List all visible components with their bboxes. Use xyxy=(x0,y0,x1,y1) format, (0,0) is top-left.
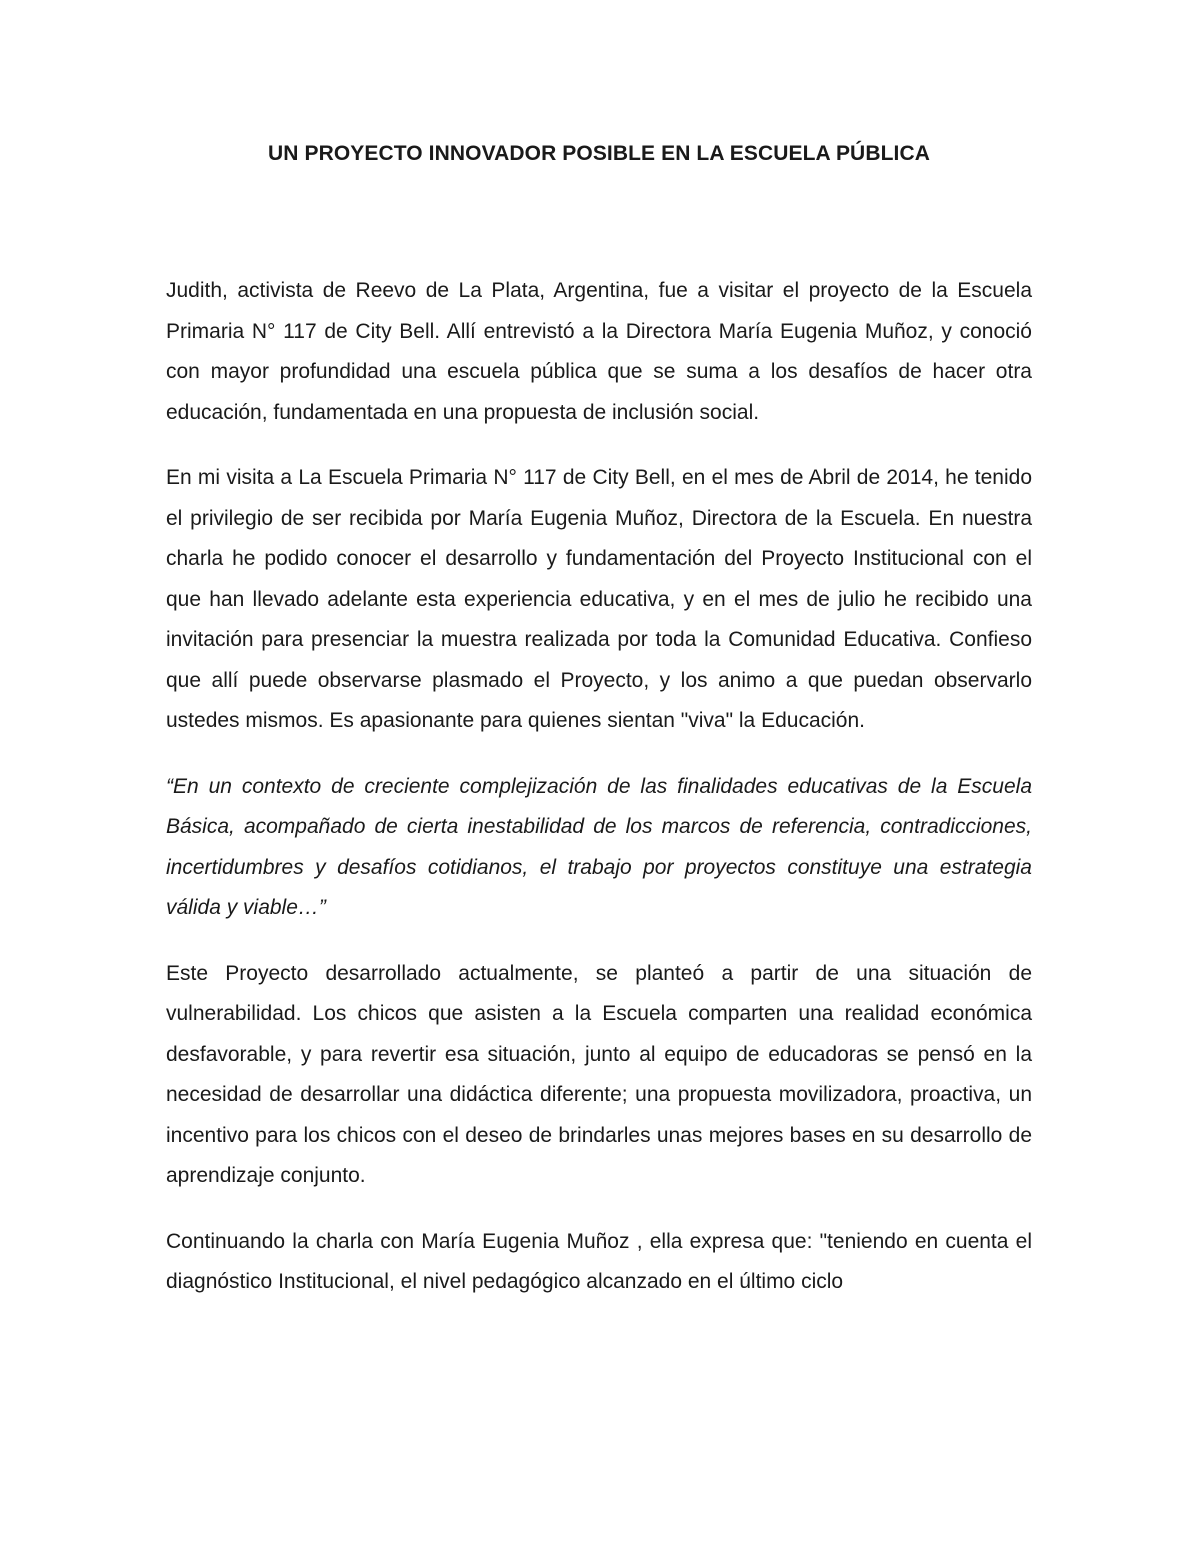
paragraph-project: Este Proyecto desarrollado actualmente, se planteó a partir de una situación de vulnerabilidad. Los chicos que asisten a la Escuela comparten una realidad económica desfavorable, y para revertir esa situación, junto al equipo de educadoras se pensó en la necesidad de desarrollar una didáctica diferente; una propuesta movilizadora, proactiva, un incentivo para los chicos con el deseo de brindarles unas mejores bases en su desarrollo de aprendizaje conjunto. xyxy=(166,961,1032,1187)
paragraph-continuation: Continuando la charla con María Eugenia Muñoz , ella expresa que: "teniendo en cuenta el diagnóstico Institucional, el nivel pedagógico alcanzado en el último ciclo xyxy=(166,1229,1032,1293)
document-body xyxy=(166,271,1032,1328)
paragraph-visit: En mi visita a La Escuela Primaria N° 117 de City Bell, en el mes de Abril de 2014, he tenido el privilegio de ser recibida por María Eugenia Muñoz, Directora de la Escuela. En nuestra charla he podido conocer el desarrollo y fundamentación del Proyecto Institucional con el que han llevado adelante esta experiencia educativa, y en el mes de julio he recibido una invitación para presenciar la muestra realizada por toda la Comunidad Educativa. Confieso que allí puede observarse plasmado el Proyecto, y los animo a que puedan observarlo ustedes mismos. Es apasionante para quienes sientan "viva" la Educación. xyxy=(166,466,1032,732)
paragraph-quote: “En un contexto de creciente complejización de las finalidades educativas de la Escuela Básica, acompañado de cierta inestabilidad de los marcos de referencia, contradicciones, incertidumbres y desafíos cotidianos, el trabajo por proyectos constituye una estrategia válida y viable…” xyxy=(166,774,1032,919)
paragraph-intro: Judith, activista de Reevo de La Plata, Argentina, fue a visitar el proyecto de la Escuela Primaria N° 117 de City Bell. Allí entrevistó a la Directora María Eugenia Muñoz, y conoció con mayor profundidad una escuela pública que se suma a los desafíos de hacer otra educación, fundamentada en una propuesta de inclusión social. xyxy=(166,279,1032,424)
document-title: UN PROYECTO INNOVADOR POSIBLE EN LA ESCUELA PÚBLICA xyxy=(268,142,930,165)
